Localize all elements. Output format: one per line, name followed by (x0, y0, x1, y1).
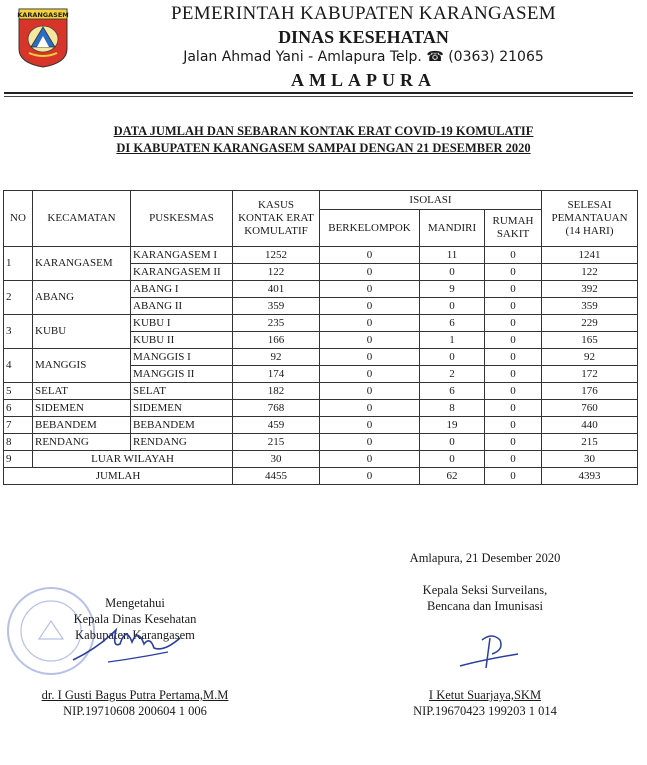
col-puskesmas: PUSKESMAS (131, 191, 233, 247)
cell-mandiri: 9 (420, 281, 485, 298)
cell-total-label: JUMLAH (4, 468, 233, 485)
cell-selesai: 30 (542, 451, 638, 468)
cell-no: 8 (4, 434, 33, 451)
table-row (4, 315, 638, 332)
right-sig-line1: Kepala Seksi Surveilans, (422, 583, 548, 597)
office-name: DINAS KESEHATAN (278, 27, 449, 47)
cell-kasus: 359 (233, 298, 320, 315)
col-selesai: SELESAI PEMANTAUAN (14 HARI) (542, 191, 638, 247)
gov-name: PEMERINTAH KABUPATEN KARANGASEM (171, 3, 556, 24)
cell-puskesmas: ABANG I (131, 281, 233, 298)
table-row (4, 281, 638, 298)
cell-mandiri: 19 (420, 417, 485, 434)
cell-kasus: 401 (233, 281, 320, 298)
cell-berkelompok: 0 (320, 332, 420, 349)
cell-total-selesai: 4393 (542, 468, 638, 485)
cell-selesai: 92 (542, 349, 638, 366)
cell-kasus: 122 (233, 264, 320, 281)
cell-luar-label: LUAR WILAYAH (33, 451, 233, 468)
cell-berkelompok: 0 (320, 315, 420, 332)
cell-rs: 0 (485, 451, 542, 468)
header-rule-thin (4, 96, 633, 97)
cell-kecamatan: SIDEMEN (33, 400, 131, 417)
table-row (4, 400, 638, 417)
place-date: Amlapura, 21 Desember 2020 (409, 551, 561, 565)
cell-no: 2 (4, 281, 33, 315)
cell-berkelompok: 0 (320, 264, 420, 281)
cell-berkelompok: 0 (320, 417, 420, 434)
table-row (4, 247, 638, 264)
left-sig-line3: Kabupaten Karangasem (75, 628, 195, 642)
cell-no: 4 (4, 349, 33, 383)
col-kasus: KASUS KONTAK ERAT KOMULATIF (233, 191, 320, 247)
cell-kasus: 92 (233, 349, 320, 366)
cell-rumah-sakit: 0 (485, 349, 542, 366)
cell-rumah-sakit: 0 (485, 434, 542, 451)
cell-selesai: 1241 (542, 247, 638, 264)
cell-kecamatan: BEBANDEM (33, 417, 131, 434)
cell-selesai: 215 (542, 434, 638, 451)
col-mandiri: MANDIRI (420, 210, 485, 247)
cell-berkelompok: 0 (320, 434, 420, 451)
right-signer-nip: NIP.19670423 199203 1 014 (413, 704, 557, 718)
cell-kecamatan: RENDANG (33, 434, 131, 451)
left-signer-nip: NIP.19710608 200604 1 006 (63, 704, 207, 718)
cell-kecamatan: MANGGIS (33, 349, 131, 383)
cell-berkelompok: 0 (320, 247, 420, 264)
cell-berkelompok: 0 (320, 349, 420, 366)
cell-kasus: 459 (233, 417, 320, 434)
report-title: DATA JUMLAH DAN SEBARAN KONTAK ERAT COVID-19 KOMULATIF (113, 124, 534, 138)
right-signer-name: I Ketut Suarjaya,SKM (428, 688, 542, 702)
cell-berkelompok: 0 (320, 451, 420, 468)
cell-puskesmas: KARANGASEM II (131, 264, 233, 281)
city-name: AMLAPURA (291, 70, 436, 90)
cell-no: 1 (4, 247, 33, 281)
cell-rumah-sakit: 0 (485, 383, 542, 400)
cell-mandiri: 0 (420, 434, 485, 451)
col-no: NO (4, 191, 33, 247)
table-row (4, 417, 638, 434)
cell-kasus: 1252 (233, 247, 320, 264)
cell-rumah-sakit: 0 (485, 417, 542, 434)
cell-berkelompok: 0 (320, 281, 420, 298)
cell-kasus: 215 (233, 434, 320, 451)
cell-mandiri: 1 (420, 332, 485, 349)
col-kecamatan: KECAMATAN (33, 191, 131, 247)
cell-puskesmas: SIDEMEN (131, 400, 233, 417)
cell-selesai: 229 (542, 315, 638, 332)
cell-selesai: 392 (542, 281, 638, 298)
table-body (4, 247, 638, 485)
header-rule (4, 92, 633, 94)
cell-rumah-sakit: 0 (485, 298, 542, 315)
cell-selesai: 176 (542, 383, 638, 400)
cell-mandiri: 0 (420, 451, 485, 468)
right-signature-icon (452, 628, 527, 678)
cell-kasus: 30 (233, 451, 320, 468)
table-row (4, 434, 638, 451)
cell-no: 3 (4, 315, 33, 349)
cell-rumah-sakit: 0 (485, 315, 542, 332)
cell-kasus: 235 (233, 315, 320, 332)
cell-kecamatan: KUBU (33, 315, 131, 349)
cell-kasus: 182 (233, 383, 320, 400)
cell-no: 7 (4, 417, 33, 434)
cell-puskesmas: RENDANG (131, 434, 233, 451)
cell-rumah-sakit: 0 (485, 281, 542, 298)
table-row-luar-wilayah (4, 451, 638, 468)
karangasem-emblem-icon (17, 7, 69, 69)
left-sig-line1: Mengetahui (105, 596, 165, 610)
emblem-text: KARANGASEM (17, 11, 69, 19)
cell-mandiri: 0 (420, 264, 485, 281)
cell-mandiri: 2 (420, 366, 485, 383)
cell-puskesmas: KARANGASEM I (131, 247, 233, 264)
cell-berkelompok: 0 (320, 400, 420, 417)
cell-kecamatan: ABANG (33, 281, 131, 315)
col-isolasi: ISOLASI (320, 191, 542, 210)
cell-no: 6 (4, 400, 33, 417)
cell-puskesmas: ABANG II (131, 298, 233, 315)
cell-mandiri: 6 (420, 315, 485, 332)
cell-selesai: 172 (542, 366, 638, 383)
cell-selesai: 440 (542, 417, 638, 434)
cell-puskesmas: BEBANDEM (131, 417, 233, 434)
cell-mandiri: 6 (420, 383, 485, 400)
cell-total-rs: 0 (485, 468, 542, 485)
col-rumah-sakit: RUMAH SAKIT (485, 210, 542, 247)
cell-berkelompok: 0 (320, 383, 420, 400)
cell-mandiri: 0 (420, 298, 485, 315)
cell-rumah-sakit: 0 (485, 247, 542, 264)
col-berkelompok: BERKELOMPOK (320, 210, 420, 247)
cell-kasus: 166 (233, 332, 320, 349)
cell-mandiri: 8 (420, 400, 485, 417)
cell-mandiri: 11 (420, 247, 485, 264)
cell-selesai: 760 (542, 400, 638, 417)
office-address: Jalan Ahmad Yani - Amlapura Telp. ☎ (0363) 21065 (183, 49, 544, 65)
cell-puskesmas: KUBU I (131, 315, 233, 332)
cell-puskesmas: MANGGIS I (131, 349, 233, 366)
report-subtitle: DI KABUPATEN KARANGASEM SAMPAI DENGAN 21 DESEMBER 2020 (116, 141, 531, 155)
cell-no: 9 (4, 451, 33, 468)
left-signer-name: dr. I Gusti Bagus Putra Pertama,M.M (41, 688, 229, 702)
cell-rumah-sakit: 0 (485, 264, 542, 281)
left-sig-line2: Kepala Dinas Kesehatan (73, 612, 197, 626)
cell-total-berkelompok: 0 (320, 468, 420, 485)
cell-mandiri: 0 (420, 349, 485, 366)
cell-puskesmas: MANGGIS II (131, 366, 233, 383)
contact-data-table (3, 190, 638, 485)
left-signature-icon (68, 618, 183, 670)
cell-puskesmas: SELAT (131, 383, 233, 400)
right-sig-line2: Bencana dan Imunisasi (427, 599, 543, 613)
cell-selesai: 122 (542, 264, 638, 281)
cell-kasus: 768 (233, 400, 320, 417)
cell-kasus: 174 (233, 366, 320, 383)
cell-puskesmas: KUBU II (131, 332, 233, 349)
cell-total-kasus: 4455 (233, 468, 320, 485)
cell-berkelompok: 0 (320, 298, 420, 315)
cell-kecamatan: SELAT (33, 383, 131, 400)
cell-rumah-sakit: 0 (485, 332, 542, 349)
cell-selesai: 165 (542, 332, 638, 349)
cell-kecamatan: KARANGASEM (33, 247, 131, 281)
cell-rumah-sakit: 0 (485, 366, 542, 383)
table-row-total (4, 468, 638, 485)
table-row (4, 383, 638, 400)
cell-berkelompok: 0 (320, 366, 420, 383)
cell-no: 5 (4, 383, 33, 400)
cell-selesai: 359 (542, 298, 638, 315)
cell-rumah-sakit: 0 (485, 400, 542, 417)
cell-total-mandiri: 62 (420, 468, 485, 485)
table-row (4, 349, 638, 366)
